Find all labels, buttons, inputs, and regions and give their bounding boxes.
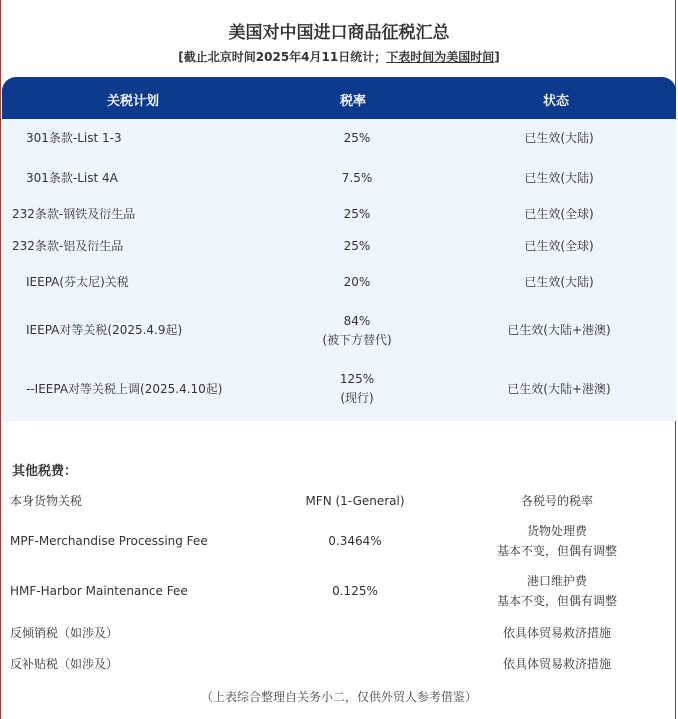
list-item-name: 反倾销税（如涉及） bbox=[10, 626, 119, 640]
header-plan: 关税计划 bbox=[107, 94, 160, 109]
table-row-rate: 25% bbox=[343, 131, 371, 145]
list-item-rate: 0.3464% bbox=[328, 534, 382, 548]
other-fees-heading: 其他税费： bbox=[12, 464, 78, 479]
list-item-rate: 0.125% bbox=[332, 584, 378, 598]
list-item-name: MPF-Merchandise Processing Fee bbox=[10, 534, 208, 548]
table-row-status: 已生效(大陆) bbox=[524, 275, 594, 289]
table-row-plan: 301条款-List 1-3 bbox=[26, 131, 122, 145]
list-item-desc: 货物处理费 bbox=[526, 524, 587, 538]
list-item-name: 本身货物关税 bbox=[10, 494, 83, 508]
table-row-plan: IEEPA对等关税(2025.4.9起) bbox=[26, 323, 183, 337]
list-item-name: 反补贴税（如涉及） bbox=[10, 657, 119, 671]
table-row-rate: 25% bbox=[343, 207, 371, 221]
subtitle-suffix: ] bbox=[494, 50, 500, 64]
table-row-rate: 7.5% bbox=[341, 171, 373, 185]
table-row-status: 已生效(大陆) bbox=[524, 131, 594, 145]
list-item-desc: 依具体贸易救济措施 bbox=[502, 657, 611, 671]
table-row-rate-note: (被下方替代) bbox=[322, 333, 392, 347]
table-row-rate: 125% bbox=[339, 372, 375, 386]
table-row-status: 已生效(全球) bbox=[524, 207, 594, 221]
table-row-rate: 25% bbox=[343, 239, 371, 253]
table-row-status: 已生效(大陆) bbox=[524, 171, 594, 185]
table-row-status: 已生效(全球) bbox=[524, 239, 594, 253]
list-item-rate: MFN (1-General) bbox=[305, 494, 405, 508]
subtitle-underlined: 下表时间为美国时间 bbox=[386, 50, 495, 64]
list-item-desc: 依具体贸易救济措施 bbox=[502, 626, 611, 640]
list-item-desc2: 基本不变，但偶有调整 bbox=[496, 544, 617, 558]
table-row-plan: 301条款-List 4A bbox=[26, 171, 118, 185]
table-header bbox=[2, 77, 676, 119]
table-row-rate: 84% bbox=[343, 314, 371, 328]
table-row-rate-note: (现行) bbox=[340, 391, 374, 405]
table-row-plan: --IEEPA对等关税上调(2025.4.10起) bbox=[26, 382, 223, 396]
subtitle bbox=[0, 48, 678, 65]
table-body bbox=[2, 119, 676, 421]
list-item-desc: 港口维护费 bbox=[526, 574, 587, 588]
header-status: 状态 bbox=[543, 94, 570, 109]
table-row-plan: 232条款-铝及衍生品 bbox=[12, 239, 124, 253]
table-row-status: 已生效(大陆+港澳) bbox=[507, 382, 611, 396]
list-item-desc2: 基本不变，但偶有调整 bbox=[496, 594, 617, 608]
page-title: 美国对中国进口商品征税汇总 bbox=[228, 23, 450, 43]
list-item-desc: 各税号的税率 bbox=[520, 494, 593, 508]
table-row-plan: IEEPA(芬太尼)关税 bbox=[26, 275, 129, 289]
subtitle-prefix: [截止北京时间2025年4月11日统计； bbox=[178, 50, 387, 64]
table-row-plan: 232条款-钢铁及衍生品 bbox=[12, 207, 136, 221]
table-row-rate: 20% bbox=[343, 275, 371, 289]
source-note: （上表综合整理自关务小二，仅供外贸人参考借鉴） bbox=[200, 690, 477, 704]
table-row-status: 已生效(大陆+港澳) bbox=[507, 323, 611, 337]
header-rate: 税率 bbox=[340, 94, 367, 109]
list-item-name: HMF-Harbor Maintenance Fee bbox=[10, 584, 188, 598]
